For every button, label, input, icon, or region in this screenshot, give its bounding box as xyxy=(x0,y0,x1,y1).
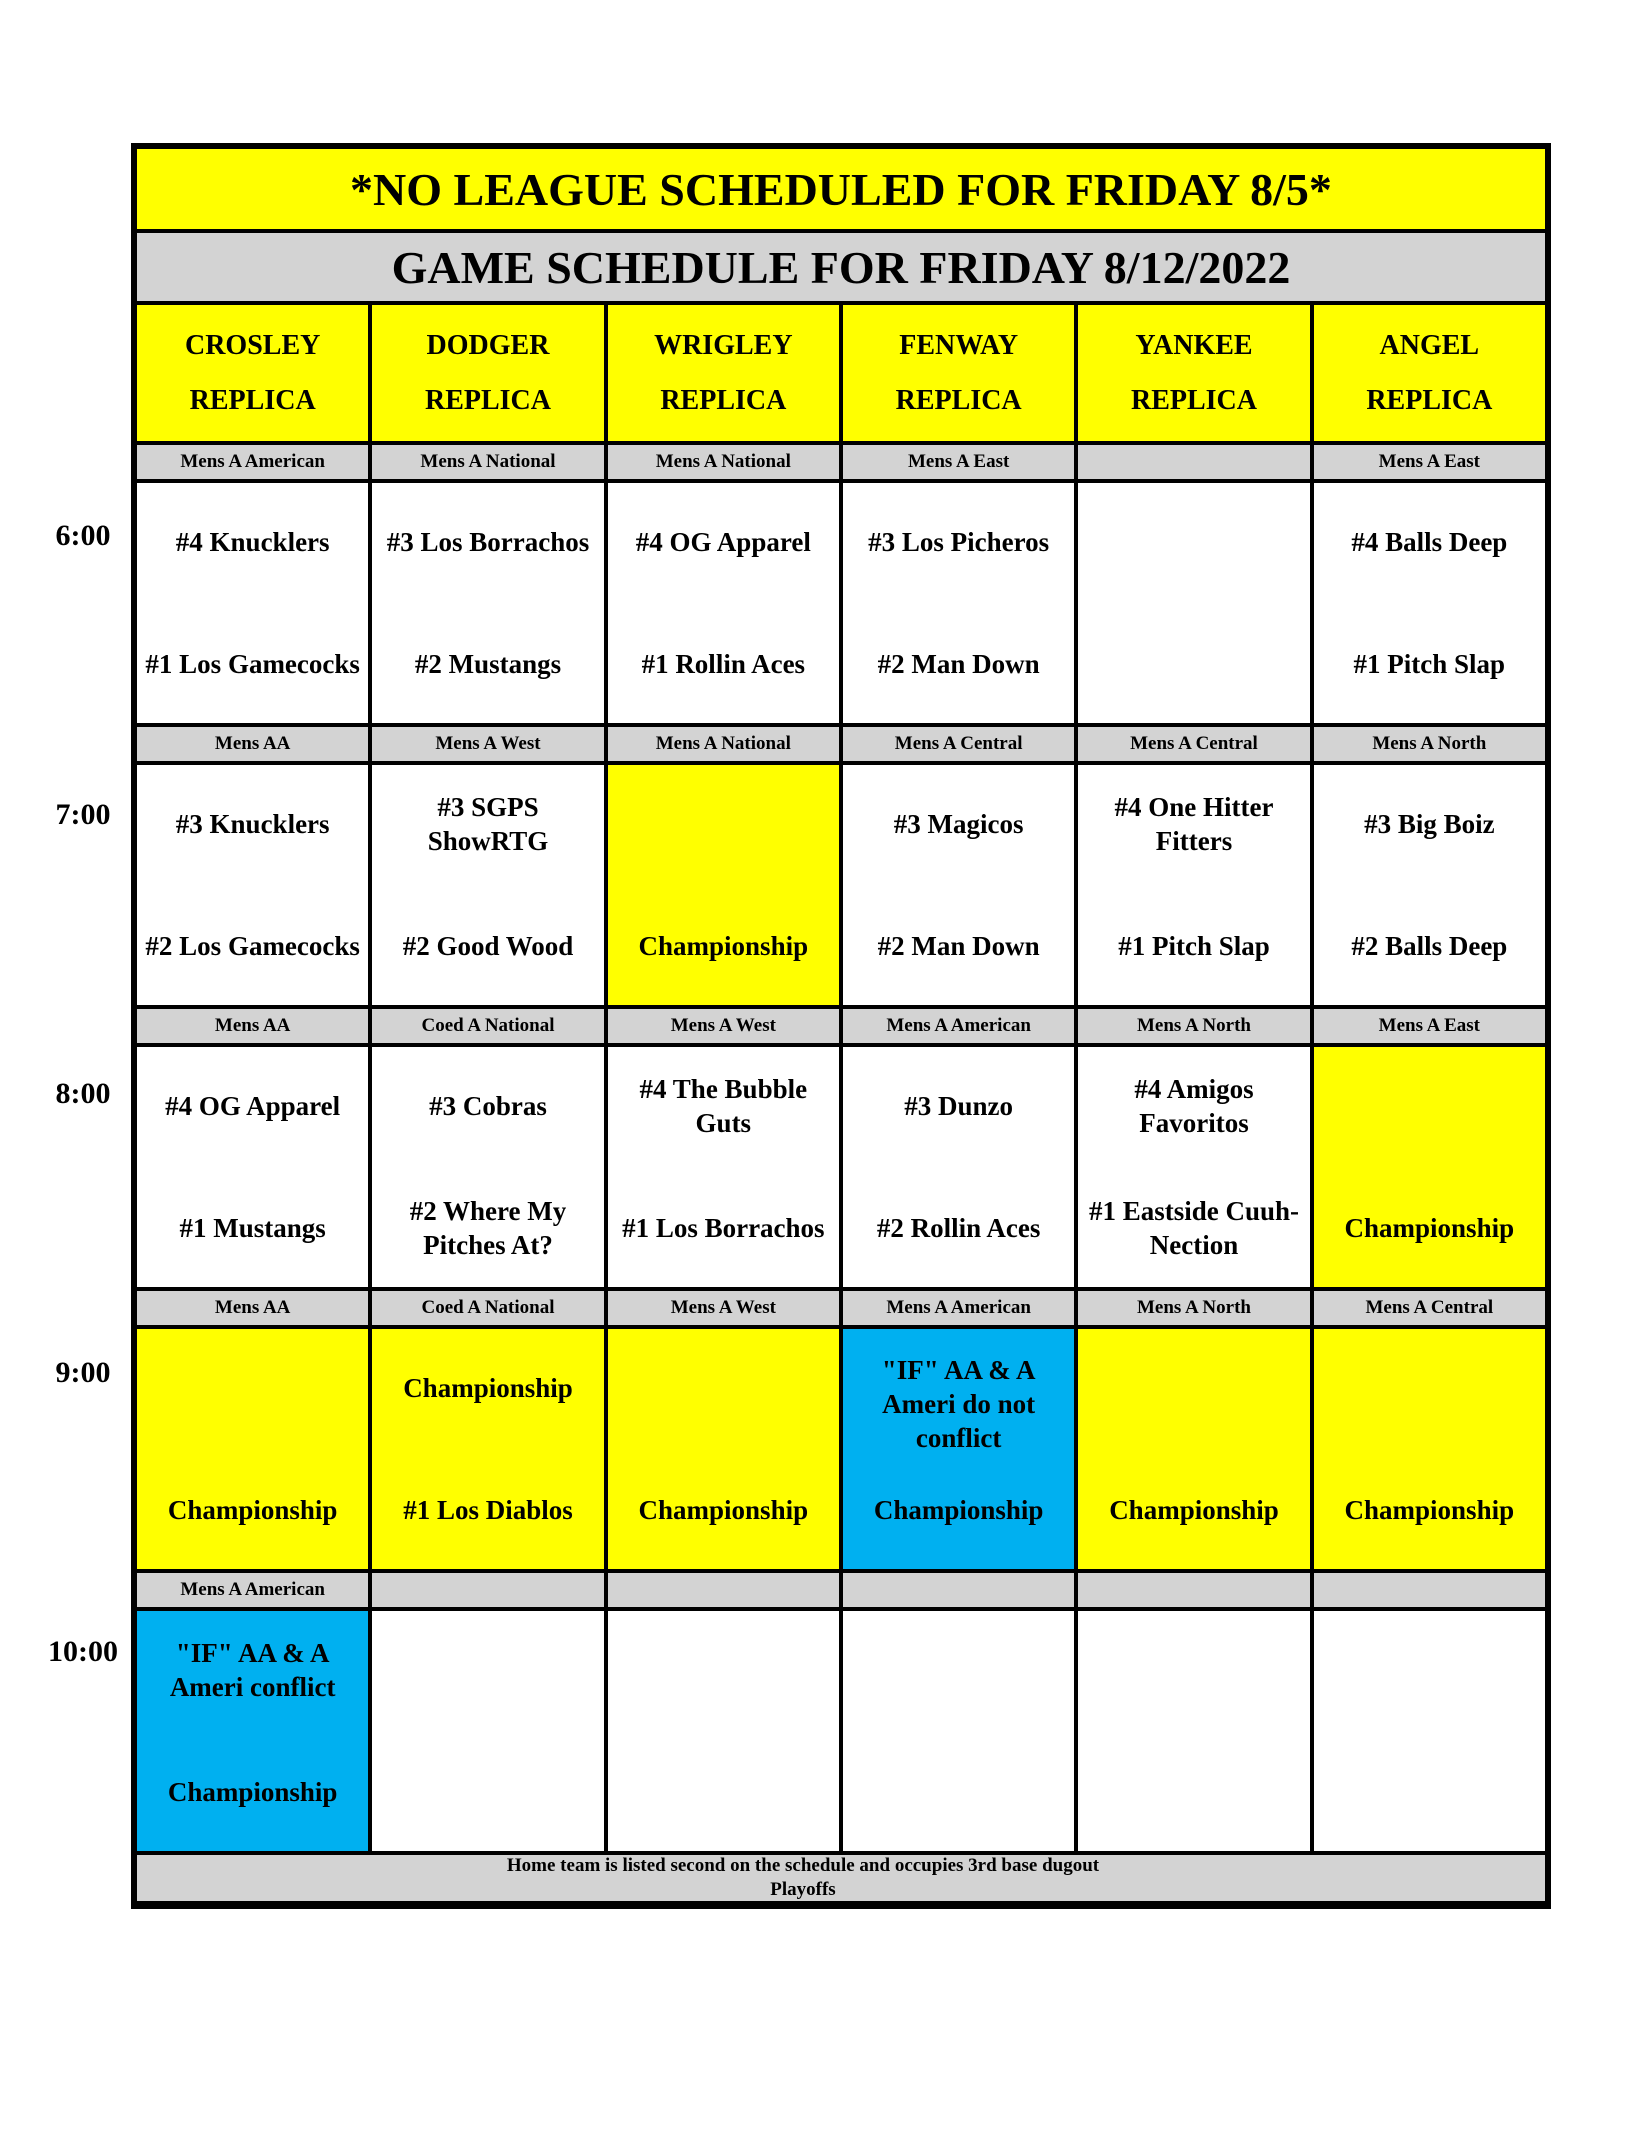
division-label: Coed A National xyxy=(370,1007,605,1045)
home-team: Championship xyxy=(873,1495,1044,1525)
away-team: Championship xyxy=(403,1373,573,1403)
away-team: #3 Big Boiz xyxy=(1364,809,1495,839)
game-cell xyxy=(1312,763,1547,1007)
home-team: #1 Los Diablos xyxy=(403,1495,573,1525)
division-label xyxy=(1076,443,1311,481)
game-cell xyxy=(370,1045,605,1289)
away-team: #3 Los Picheros xyxy=(868,527,1050,557)
away-team: #4 Knucklers xyxy=(175,527,330,557)
time-label: 8:00 xyxy=(55,1077,111,1110)
game-cell xyxy=(135,1045,370,1289)
home-team: #1 Pitch Slap xyxy=(1118,931,1270,961)
field-subtitle: REPLICA xyxy=(424,385,551,416)
division-label xyxy=(841,1571,1076,1609)
field-header-yankee xyxy=(1076,303,1311,443)
home-team: #2 Rollin Aces xyxy=(876,1213,1041,1243)
schedule-grid xyxy=(131,143,1551,1909)
time-label: 9:00 xyxy=(55,1356,111,1389)
field-header-crosley xyxy=(135,303,370,443)
away-team: #3 Dunzo xyxy=(904,1091,1014,1121)
footer-note: Home team is listed second on the schedule and occupies 3rd base dugout xyxy=(506,1855,1100,1876)
footer-playoffs-label: Playoffs xyxy=(770,1879,836,1900)
game-cell xyxy=(841,763,1076,1007)
division-label xyxy=(1312,1571,1547,1609)
home-team: #2 Mustangs xyxy=(414,649,562,679)
field-header-fenway xyxy=(841,303,1076,443)
field-subtitle: REPLICA xyxy=(895,385,1022,416)
game-cell xyxy=(606,1327,841,1571)
division-label: Mens A Central xyxy=(1076,725,1311,763)
game-cell xyxy=(135,1327,370,1571)
game-cell xyxy=(1312,481,1547,725)
game-cell xyxy=(606,1609,841,1853)
home-team: #1 Los Gamecocks xyxy=(145,649,360,679)
field-name: CROSLEY xyxy=(184,330,321,361)
division-label: Mens A National xyxy=(606,725,841,763)
away-team: #4 Balls Deep xyxy=(1351,527,1508,557)
division-label: Mens A West xyxy=(606,1007,841,1045)
division-label: Mens A National xyxy=(606,443,841,481)
time-label: 10:00 xyxy=(48,1635,118,1668)
field-name: FENWAY xyxy=(899,330,1019,361)
division-label: Mens AA xyxy=(135,1007,370,1045)
game-cell xyxy=(370,763,605,1007)
game-cell xyxy=(370,1609,605,1853)
game-cell xyxy=(1076,1045,1311,1289)
away-team: "IF" AA & A Ameri conflict xyxy=(169,1638,336,1702)
home-team: #1 Pitch Slap xyxy=(1353,649,1506,679)
division-label: Mens AA xyxy=(135,1289,370,1327)
game-cell xyxy=(606,763,841,1007)
field-subtitle: REPLICA xyxy=(189,385,316,416)
game-cell xyxy=(841,1045,1076,1289)
game-cell xyxy=(370,1327,605,1571)
home-team: #1 Mustangs xyxy=(179,1213,326,1243)
field-name: YANKEE xyxy=(1135,330,1253,361)
away-team: "IF" AA & A Ameri do not conflict xyxy=(881,1355,1036,1453)
division-label xyxy=(606,1571,841,1609)
division-label xyxy=(370,1571,605,1609)
no-league-banner: *NO LEAGUE SCHEDULED FOR FRIDAY 8/5* xyxy=(135,147,1547,231)
division-label: Coed A National xyxy=(370,1289,605,1327)
division-label: Mens A North xyxy=(1076,1289,1311,1327)
field-name: DODGER xyxy=(426,330,550,361)
home-team: Championship xyxy=(167,1495,338,1525)
game-cell xyxy=(1076,763,1311,1007)
field-subtitle: REPLICA xyxy=(660,385,787,416)
division-label: Mens A West xyxy=(606,1289,841,1327)
home-team: #1 Eastside Cuuh-Nection xyxy=(1088,1196,1300,1260)
home-team: Championship xyxy=(638,931,809,961)
away-team: #3 Cobras xyxy=(429,1091,547,1121)
field-name: ANGEL xyxy=(1379,330,1480,361)
division-label: Mens A East xyxy=(1312,1007,1547,1045)
away-team: #4 Amigos Favoritos xyxy=(1134,1074,1254,1138)
home-team: #1 Los Borrachos xyxy=(622,1213,825,1243)
away-team: #3 SGPS ShowRTG xyxy=(427,792,549,856)
division-label: Mens A East xyxy=(841,443,1076,481)
game-cell xyxy=(1076,1609,1311,1853)
time-label: 6:00 xyxy=(55,519,111,552)
game-cell xyxy=(606,1045,841,1289)
away-team: #4 The Bubble Guts xyxy=(639,1074,808,1138)
home-team: #2 Los Gamecocks xyxy=(145,931,360,961)
division-label: Mens A American xyxy=(841,1289,1076,1327)
game-cell xyxy=(135,763,370,1007)
schedule-sheet xyxy=(131,143,1551,1909)
home-team: #2 Man Down xyxy=(877,931,1040,961)
home-team: #2 Man Down xyxy=(877,649,1040,679)
division-label: Mens A Central xyxy=(841,725,1076,763)
game-cell xyxy=(1076,481,1311,725)
game-cell xyxy=(841,1327,1076,1571)
division-label: Mens A North xyxy=(1312,725,1547,763)
division-label: Mens A West xyxy=(370,725,605,763)
home-team: Championship xyxy=(638,1495,809,1525)
home-team: Championship xyxy=(167,1777,338,1807)
home-team: Championship xyxy=(1344,1213,1515,1243)
division-label xyxy=(1076,1571,1311,1609)
field-header-dodger xyxy=(370,303,605,443)
division-label: Mens A American xyxy=(135,1571,370,1609)
game-cell xyxy=(370,481,605,725)
division-label: Mens A National xyxy=(370,443,605,481)
away-team: #3 Magicos xyxy=(893,809,1024,839)
game-cell xyxy=(841,1609,1076,1853)
page-title: GAME SCHEDULE FOR FRIDAY 8/12/2022 xyxy=(135,231,1547,303)
time-label: 7:00 xyxy=(55,798,111,831)
game-cell xyxy=(841,481,1076,725)
game-cell xyxy=(135,481,370,725)
away-team: #3 Los Borrachos xyxy=(386,527,590,557)
division-label: Mens A North xyxy=(1076,1007,1311,1045)
game-cell xyxy=(135,1609,370,1853)
game-cell xyxy=(1312,1327,1547,1571)
game-cell xyxy=(1312,1045,1547,1289)
home-team: #2 Good Wood xyxy=(402,931,574,961)
division-label: Mens A Central xyxy=(1312,1289,1547,1327)
game-cell xyxy=(1312,1609,1547,1853)
home-team: #2 Where My Pitches At? xyxy=(409,1196,567,1260)
field-subtitle: REPLICA xyxy=(1130,385,1257,416)
game-cell xyxy=(606,481,841,725)
field-header-wrigley xyxy=(606,303,841,443)
away-team: #4 OG Apparel xyxy=(165,1091,341,1121)
field-subtitle: REPLICA xyxy=(1366,385,1493,416)
away-team: #3 Knucklers xyxy=(175,809,330,839)
footer-bar xyxy=(135,1853,1547,1903)
home-team: #2 Balls Deep xyxy=(1351,931,1508,961)
field-name: WRIGLEY xyxy=(654,330,793,361)
division-label: Mens A American xyxy=(135,443,370,481)
division-label: Mens A American xyxy=(841,1007,1076,1045)
away-team: #4 One Hitter Fitters xyxy=(1114,792,1274,856)
home-team: #1 Rollin Aces xyxy=(641,649,806,679)
division-label: Mens AA xyxy=(135,725,370,763)
field-header-angel xyxy=(1312,303,1547,443)
game-cell xyxy=(1076,1327,1311,1571)
division-label: Mens A East xyxy=(1312,443,1547,481)
home-team: Championship xyxy=(1109,1495,1279,1525)
home-team: Championship xyxy=(1344,1495,1515,1525)
away-team: #4 OG Apparel xyxy=(635,527,811,557)
